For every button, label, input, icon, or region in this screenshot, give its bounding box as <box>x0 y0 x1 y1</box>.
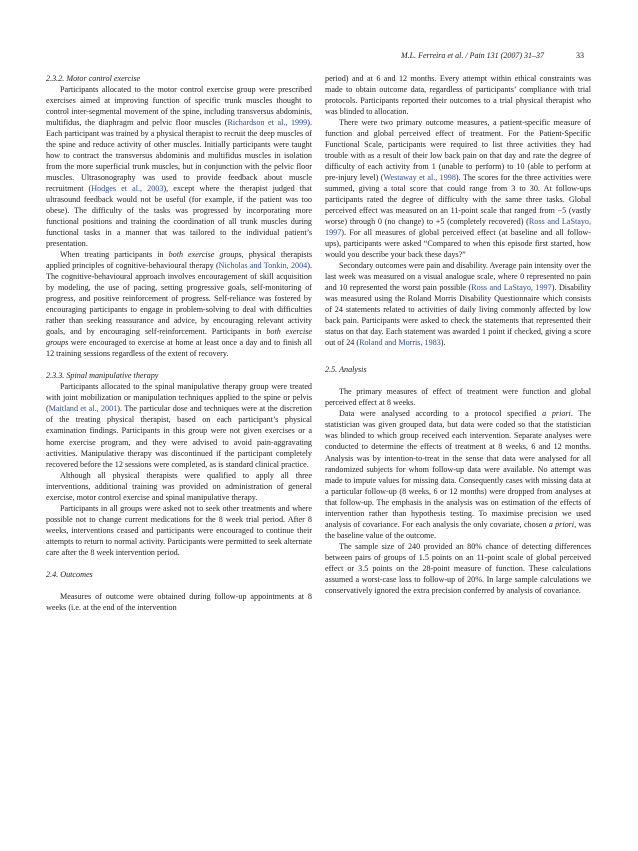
paragraph: Participants allocated to the motor control exercise group were prescribed exercises aimed at improving function of specific trunk muscles thought to control inter-segmental movement of the spine, including transversus abdominis, multifidus, the diaphragm and pelvic floor muscles (Richardson et al., 1999). Each participant was trained by a physical therapist to recruit the deep muscles of the spine and reduce activity of other muscles. Initially participants were taught how to contract the transversus abdominis and multifidus muscles in isolation from the more superficial trunk muscles, but in conjunction with the pelvic floor muscles. Ultrasonography was used to provide feedback about muscle recruitment (Hodges et al., 2003), except where the therapist judged that ultrasound feedback would not be useful (for example, if the patient was too obese). The difficulty of the tasks was progressed by incorporating more functional positions and training the coordination of all trunk muscles during functional tasks in a manner that was tailored to the individual patient’s presentation. <box>46 85 312 249</box>
running-title: M.L. Ferreira et al. / Pain 131 (2007) 31–37 <box>400 51 544 60</box>
citation-link[interactable]: Ross and LaStayo, 1997 <box>325 217 591 238</box>
citation-link[interactable]: Richardson et al., 1999 <box>227 118 308 128</box>
citation-link[interactable]: Roland and Morris, 1983 <box>359 338 441 348</box>
paragraph: Data were analysed according to a protocol specified a priori. The statistician was given grouped data, but data were coded so that the statistician was blinded to which group received each intervention. Separate analyses were conducted to determine the effects of treatment at 8 weeks, 6 and 12 months. Analysis was by intention-to-treat in the sense that data were analysed for all randomized subjects for whom follow-up data were available. No attempt was made to impute values for missing data. Consequently cases with missing data at a particular follow-up (8 weeks, 6 or 12 months) were dropped from analyses at that follow-up. The emphasis in the analysis was on estimation of the effects of intervention rather than hypothesis testing. To maximise precision we used analysis of covariance. For each analysis the only covariate, chosen a priori, was the baseline value of the outcome. <box>325 409 591 540</box>
section-heading-2-3-2: 2.3.2. Motor control exercise <box>46 74 141 83</box>
left-column <box>46 73 312 613</box>
paragraph: Participants in all groups were asked not to seek other treatments and where possible not to change current medications for the 8 week trial period. After 8 weeks, interventions ceased and participants were encouraged to continue their attempts to return to normal activity. Participants were permitted to seek alternate care after the 8 week intervention period. <box>46 503 312 557</box>
citation-link[interactable]: Westaway et al., 1998 <box>383 173 456 183</box>
paragraph: The sample size of 240 provided an 80% chance of detecting differences between pairs of groups of 1.5 points on an 11-point scale of global perceived effect or 3.5 points on the 28-point measure of function. These calculations assumed a worst-case loss to follow-up of 20%. In large sample calculations we conservatively ignored the extra precision conferred by analysis of covariance. <box>325 541 591 595</box>
section-heading-2-4: 2.4. Outcomes <box>46 569 93 579</box>
paragraph: Participants allocated to the spinal manipulative therapy group were treated with joint mobilization or manipulation techniques applied to the spine or pelvis (Maitland et al., 2001). The particular dose and techniques were at the discretion of the treating physical therapist, based on each participant’s physical examination findings. Participants in this group were not given exercises or a home exercise program, and they were advised to avoid pain-aggravating activities. Manipulative therapy was discontinued if the participant completely recovered before the 12 sessions were completed, as is standard clinical practice. <box>46 382 312 469</box>
citation-link[interactable]: Hodges et al., 2003 <box>91 184 164 194</box>
paragraph: Although all physical therapists were qualified to apply all three interventions, additional training was provided on administration of general exercise, motor control exercise and spinal manipulative therapy. <box>46 470 312 502</box>
paragraph: Secondary outcomes were pain and disability. Average pain intensity over the last week was measured on a visual analogue scale, where 0 represented no pain and 10 represented the worst pain possible (Ross and LaStayo, 1997). Disability was measured using the Roland Morris Disability Questionnaire which consists of 24 statements related to activities of daily living commonly affected by low back pain. Participants were asked to check the statements that represented their status on that day. Each statement was awarded 1 point if checked, giving a score out of 24 (Roland and Morris, 1983). <box>325 261 591 348</box>
page-number: 33 <box>576 51 584 60</box>
paragraph: Measures of outcome were obtained during follow-up appointments at 8 weeks (i.e. at the end of the intervention <box>46 591 312 612</box>
right-column <box>325 73 591 596</box>
paragraph: The primary measures of effect of treatment were function and global perceived effect at 8 weeks. <box>325 387 591 408</box>
paragraph: When treating participants in both exercise groups, physical therapists applied principles of cognitive-behavioural therapy (Nicholas and Tonkin, 2004). The cognitive-behavioural approach involves encouragement of skill acquisition by modeling, the use of pacing, setting progressive goals, self-monitoring of progress, and positive reinforcement of progress. Self-reliance was fostered by encouraging participants to engage in problem-solving to deal with difficulties rather than seeking reassurance and advice, by encouraging relevant activity goals, and by encouraging self-reinforcement. Participants in both exercise groups were encouraged to exercise at home at least once a day and to finish all 12 training sessions regardless of the extent of recovery. <box>46 250 312 359</box>
citation-link[interactable]: Nicholas and Tonkin, 2004 <box>218 261 308 271</box>
paragraph: There were two primary outcome measures, a patient-specific measure of function and global perceived effect of treatment. For the Patient-Specific Functional Scale, participants were required to list three activities they had trouble with as a result of their low back pain on that day and rate the degree of difficulty of each activity from 1 (unable to perform) to 10 (able to perform at pre-injury level) (Westaway et al., 1998). The scores for the three activities were summed, giving a total score that could range from 3 to 30. At follow-ups participants rated the degree of difficulty with the same three tasks. Global perceived effect was measured on an 11-point scale that ranged from −5 (vastly worse) through 0 (no change) to +5 (completely recovered) (Ross and LaStayo, 1997). For all measures of global perceived effect (at baseline and all follow-ups), participants were asked “Compared to when this episode first started, how would you describe your back these days?” <box>325 118 591 260</box>
paragraph: period) and at 6 and 12 months. Every attempt within ethical constraints was made to obtain outcome data, regardless of participants’ compliance with trial protocols. Participants reported their outcomes to a trial physical therapist who was blinded to allocation. <box>325 74 591 117</box>
citation-link[interactable]: Ross and LaStayo, 1997 <box>471 283 552 293</box>
citation-link[interactable]: Maitland et al., 2001 <box>48 404 118 414</box>
section-heading-2-5: 2.5. Analysis <box>325 365 367 375</box>
running-header <box>46 51 584 65</box>
section-heading-2-3-3: 2.3.3. Spinal manipulative therapy <box>46 371 159 381</box>
